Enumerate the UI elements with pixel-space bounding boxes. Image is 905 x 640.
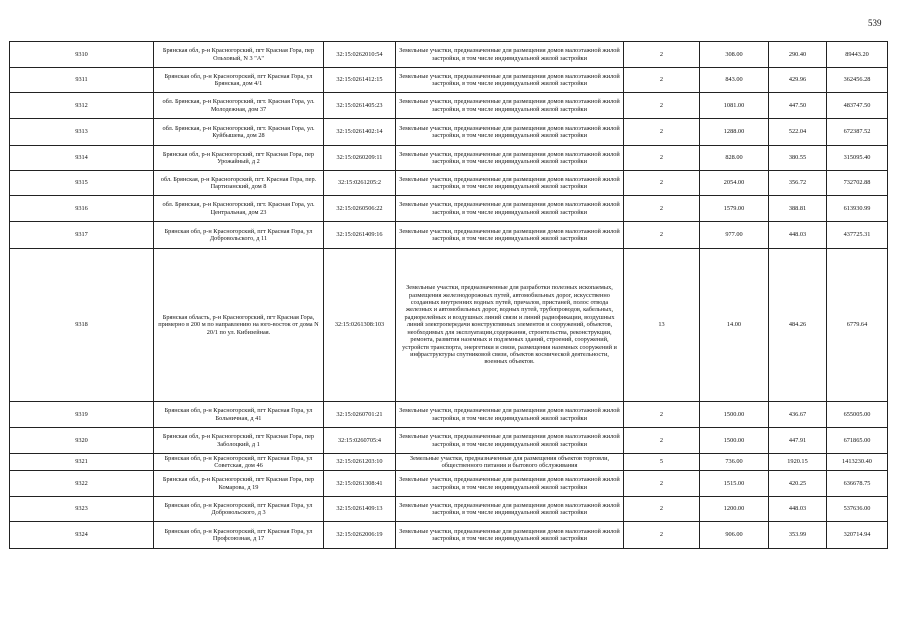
- table-row: [10, 428, 888, 454]
- area-cell: 1500.00: [700, 402, 769, 428]
- area-cell: 1288.00: [700, 119, 769, 146]
- cadastral-number-cell: 32:15:0261308:41: [324, 471, 396, 497]
- address-cell: обл. Брянская, р-н Красногорский, пгт. Красная Гора, ул. Куйбышева, дом 28: [154, 119, 324, 146]
- use-code-cell: 5: [624, 454, 700, 471]
- land-use-cell: Земельные участки, предназначенные для размещения домов малоэтажной жилой застройки, в том числе индивидуальной жилой застройки: [396, 93, 624, 119]
- cadastral-value-cell: 732702.88: [827, 171, 888, 196]
- row-number-cell: 9311: [10, 68, 154, 93]
- specific-value-cell: 447.91: [769, 428, 827, 454]
- cadastral-value-cell: 655005.00: [827, 402, 888, 428]
- cadastral-value-cell: 672387.52: [827, 119, 888, 146]
- use-code-cell: 2: [624, 42, 700, 68]
- area-cell: 977.00: [700, 222, 769, 249]
- table-row: [10, 471, 888, 497]
- use-code-cell: 2: [624, 522, 700, 549]
- table-row: [10, 68, 888, 93]
- land-use-cell: Земельные участки, предназначенные для размещения домов малоэтажной жилой застройки, в том числе индивидуальной жилой застройки: [396, 146, 624, 171]
- use-code-cell: 2: [624, 428, 700, 454]
- area-cell: 2054.00: [700, 171, 769, 196]
- row-number-cell: 9317: [10, 222, 154, 249]
- specific-value-cell: 448.03: [769, 222, 827, 249]
- cadastral-number-cell: 32:15:0261409:16: [324, 222, 396, 249]
- cadastral-value-cell: 1413230.40: [827, 454, 888, 471]
- cadastral-value-cell: 6779.64: [827, 249, 888, 402]
- cadastral-value-cell: 362456.28: [827, 68, 888, 93]
- specific-value-cell: 436.67: [769, 402, 827, 428]
- table-row: [10, 119, 888, 146]
- use-code-cell: 2: [624, 471, 700, 497]
- use-code-cell: 2: [624, 171, 700, 196]
- cadastral-number-cell: 32:15:0262006:19: [324, 522, 396, 549]
- area-cell: 1081.00: [700, 93, 769, 119]
- use-code-cell: 2: [624, 68, 700, 93]
- table-row: [10, 171, 888, 196]
- area-cell: 1200.00: [700, 497, 769, 522]
- area-cell: 906.00: [700, 522, 769, 549]
- land-use-cell: Земельные участки, предназначенные для размещения домов малоэтажной жилой застройки, в том числе индивидуальной жилой застройки: [396, 402, 624, 428]
- area-cell: 828.00: [700, 146, 769, 171]
- specific-value-cell: 447.50: [769, 93, 827, 119]
- address-cell: Брянская обл, р-н Красногорский, пгт Красная Гора, ул Советская, дом 46: [154, 454, 324, 471]
- specific-value-cell: 484.26: [769, 249, 827, 402]
- row-number-cell: 9315: [10, 171, 154, 196]
- area-cell: 843.00: [700, 68, 769, 93]
- cadastral-number-cell: 32:15:0261402:14: [324, 119, 396, 146]
- cadastral-number-cell: 32:15:0261308:103: [324, 249, 396, 402]
- cadastral-number-cell: 32:15:0261405:23: [324, 93, 396, 119]
- cadastral-value-cell: 320714.94: [827, 522, 888, 549]
- cadastral-number-cell: 32:15:0260701:21: [324, 402, 396, 428]
- cadastral-value-cell: 636678.75: [827, 471, 888, 497]
- land-use-cell: Земельные участки, предназначенные для размещения домов малоэтажной жилой застройки, в том числе индивидуальной жилой застройки: [396, 497, 624, 522]
- cadastral-number-cell: 32:15:0262010:54: [324, 42, 396, 68]
- table-row: [10, 402, 888, 428]
- table-row: [10, 222, 888, 249]
- row-number-cell: 9318: [10, 249, 154, 402]
- address-cell: обл. Брянская, р-н Красногорский, пгт. Красная Гора, пер. Партизанский, дом 8: [154, 171, 324, 196]
- area-cell: 736.00: [700, 454, 769, 471]
- land-use-cell: Земельные участки, предназначенные для размещения домов малоэтажной жилой застройки, в том числе индивидуальной жилой застройки: [396, 222, 624, 249]
- use-code-cell: 2: [624, 93, 700, 119]
- address-cell: Брянская область, р-н Красногорский, пгт Красная Гора, примерно в 200 м по направлению на юго-восток от дома N 20/1 по ул. Кибизейная.: [154, 249, 324, 402]
- address-cell: Брянская обл, р-н Красногорский, пгт Красная Гора, ул Добровольского, д 11: [154, 222, 324, 249]
- cadastral-value-cell: 537636.00: [827, 497, 888, 522]
- table-row: [10, 42, 888, 68]
- area-cell: 1579.00: [700, 196, 769, 222]
- use-code-cell: 2: [624, 146, 700, 171]
- land-use-cell: Земельные участки, предназначенные для размещения домов малоэтажной жилой застройки, в том числе индивидуальной жилой застройки: [396, 428, 624, 454]
- area-cell: 1515.00: [700, 471, 769, 497]
- row-number-cell: 9312: [10, 93, 154, 119]
- cadastral-value-cell: 89443.20: [827, 42, 888, 68]
- row-number-cell: 9313: [10, 119, 154, 146]
- cadastral-number-cell: 32:15:0261203:10: [324, 454, 396, 471]
- use-code-cell: 13: [624, 249, 700, 402]
- address-cell: Брянская обл, р-н Красногорский, пгт Красная Гора, ул Профсоюзная, д 17: [154, 522, 324, 549]
- table-row: [10, 146, 888, 171]
- cadastral-number-cell: 32:15:0261409:13: [324, 497, 396, 522]
- address-cell: обл. Брянская, р-н Красногорский, пгт. Красная Гора, ул. Молодежная, дом 37: [154, 93, 324, 119]
- table-row: [10, 196, 888, 222]
- specific-value-cell: 448.03: [769, 497, 827, 522]
- address-cell: обл. Брянская, р-н Красногорский, пгт. Красная Гора, ул. Центральная, дом 23: [154, 196, 324, 222]
- land-use-cell: Земельные участки, предназначенные для размещения объектов торговли, общественного питания и бытового обслуживания: [396, 454, 624, 471]
- cadastral-value-cell: 437725.31: [827, 222, 888, 249]
- cadastral-number-cell: 32:15:0260506:22: [324, 196, 396, 222]
- cadastral-value-cell: 613930.99: [827, 196, 888, 222]
- row-number-cell: 9320: [10, 428, 154, 454]
- table-body: [10, 42, 888, 549]
- specific-value-cell: 1920.15: [769, 454, 827, 471]
- area-cell: 1500.00: [700, 428, 769, 454]
- row-number-cell: 9316: [10, 196, 154, 222]
- cadastral-number-cell: 32:15:0260705:4: [324, 428, 396, 454]
- land-use-cell: Земельные участки, предназначенные для размещения домов малоэтажной жилой застройки, в том числе индивидуальной жилой застройки: [396, 119, 624, 146]
- address-cell: Брянская обл, р-н Красногорский, пгт Красная Гора, пер Урожайный, д 2: [154, 146, 324, 171]
- address-cell: Брянская обл, р-н Красногорский, пгт Красная Гора, пер Ольховый, N 3 "А": [154, 42, 324, 68]
- specific-value-cell: 380.55: [769, 146, 827, 171]
- table-row: [10, 93, 888, 119]
- land-use-cell: Земельные участки, предназначенные для размещения домов малоэтажной жилой застройки, в том числе индивидуальной жилой застройки: [396, 68, 624, 93]
- row-number-cell: 9314: [10, 146, 154, 171]
- specific-value-cell: 356.72: [769, 171, 827, 196]
- cadastral-value-cell: 483747.50: [827, 93, 888, 119]
- address-cell: Брянская обл, р-н Красногорский, пгт Красная Гора, ул Добровольского, д 3: [154, 497, 324, 522]
- specific-value-cell: 388.81: [769, 196, 827, 222]
- cadastral-value-cell: 671865.00: [827, 428, 888, 454]
- cadastral-registry-table: [9, 41, 888, 549]
- row-number-cell: 9322: [10, 471, 154, 497]
- row-number-cell: 9319: [10, 402, 154, 428]
- specific-value-cell: 522.04: [769, 119, 827, 146]
- address-cell: Брянская обл, р-н Красногорский, пгт Красная Гора, ул Брянская, дом 4/1: [154, 68, 324, 93]
- row-number-cell: 9323: [10, 497, 154, 522]
- use-code-cell: 2: [624, 222, 700, 249]
- use-code-cell: 2: [624, 119, 700, 146]
- cadastral-value-cell: 315095.40: [827, 146, 888, 171]
- table-row: [10, 522, 888, 549]
- cadastral-number-cell: 32:15:0261205:2: [324, 171, 396, 196]
- cadastral-number-cell: 32:15:0261412:15: [324, 68, 396, 93]
- area-cell: 308.00: [700, 42, 769, 68]
- use-code-cell: 2: [624, 402, 700, 428]
- specific-value-cell: 353.99: [769, 522, 827, 549]
- specific-value-cell: 429.96: [769, 68, 827, 93]
- land-use-cell: Земельные участки, предназначенные для размещения домов малоэтажной жилой застройки, в том числе индивидуальной жилой застройки: [396, 471, 624, 497]
- table-row: [10, 497, 888, 522]
- address-cell: Брянская обл, р-н Красногорский, пгт Красная Гора, пер Комарова, д 19: [154, 471, 324, 497]
- use-code-cell: 2: [624, 497, 700, 522]
- row-number-cell: 9310: [10, 42, 154, 68]
- land-use-cell: Земельные участки, предназначенные для размещения домов малоэтажной жилой застройки, в том числе индивидуальной жилой застройки: [396, 42, 624, 68]
- land-use-cell: Земельные участки, предназначенные для размещения домов малоэтажной жилой застройки, в том числе индивидуальной жилой застройки: [396, 171, 624, 196]
- area-cell: 14.00: [700, 249, 769, 402]
- row-number-cell: 9324: [10, 522, 154, 549]
- land-use-cell: Земельные участки, предназначенные для размещения домов малоэтажной жилой застройки, в том числе индивидуальной жилой застройки: [396, 196, 624, 222]
- use-code-cell: 2: [624, 196, 700, 222]
- table-row: [10, 454, 888, 471]
- address-cell: Брянская обл, р-н Красногорский, пгт Красная Гора, ул Больничная, д 41: [154, 402, 324, 428]
- land-use-cell: Земельные участки, предназначенные для размещения домов малоэтажной жилой застройки, в том числе индивидуальной жилой застройки: [396, 522, 624, 549]
- page-number: 539: [868, 18, 882, 28]
- specific-value-cell: 420.25: [769, 471, 827, 497]
- address-cell: Брянская обл, р-н Красногорский, пгт Красная Гора, пер Заболоцкий, д 1: [154, 428, 324, 454]
- specific-value-cell: 290.40: [769, 42, 827, 68]
- table-row: [10, 249, 888, 402]
- row-number-cell: 9321: [10, 454, 154, 471]
- cadastral-number-cell: 32:15:0260209:11: [324, 146, 396, 171]
- land-use-cell: Земельные участки, предназначенные для разработки полезных ископаемых, размещения железнодорожных путей, автомобильных дорог, искусственно созданных внутренних водных путей, причалов, пристаней, полос отвода железных и автомобильных дорог, водных путей, трубопроводов, кабельных, радиорелейных и воздушных линий связи и линий радиофикации, воздушных линий электропередачи конструктивных элементов и сооружений, объектов, необходимых для эксплуатации,содержания, строительства, реконструкции, ремонта, развития наземных и подземных зданий, строений, сооружений, устройств транспорта, энергетики и связи, размещения наземных сооружений и инфраструктуры спутниковой связи, объектов космической деятельности, военных объектов.: [396, 249, 624, 402]
